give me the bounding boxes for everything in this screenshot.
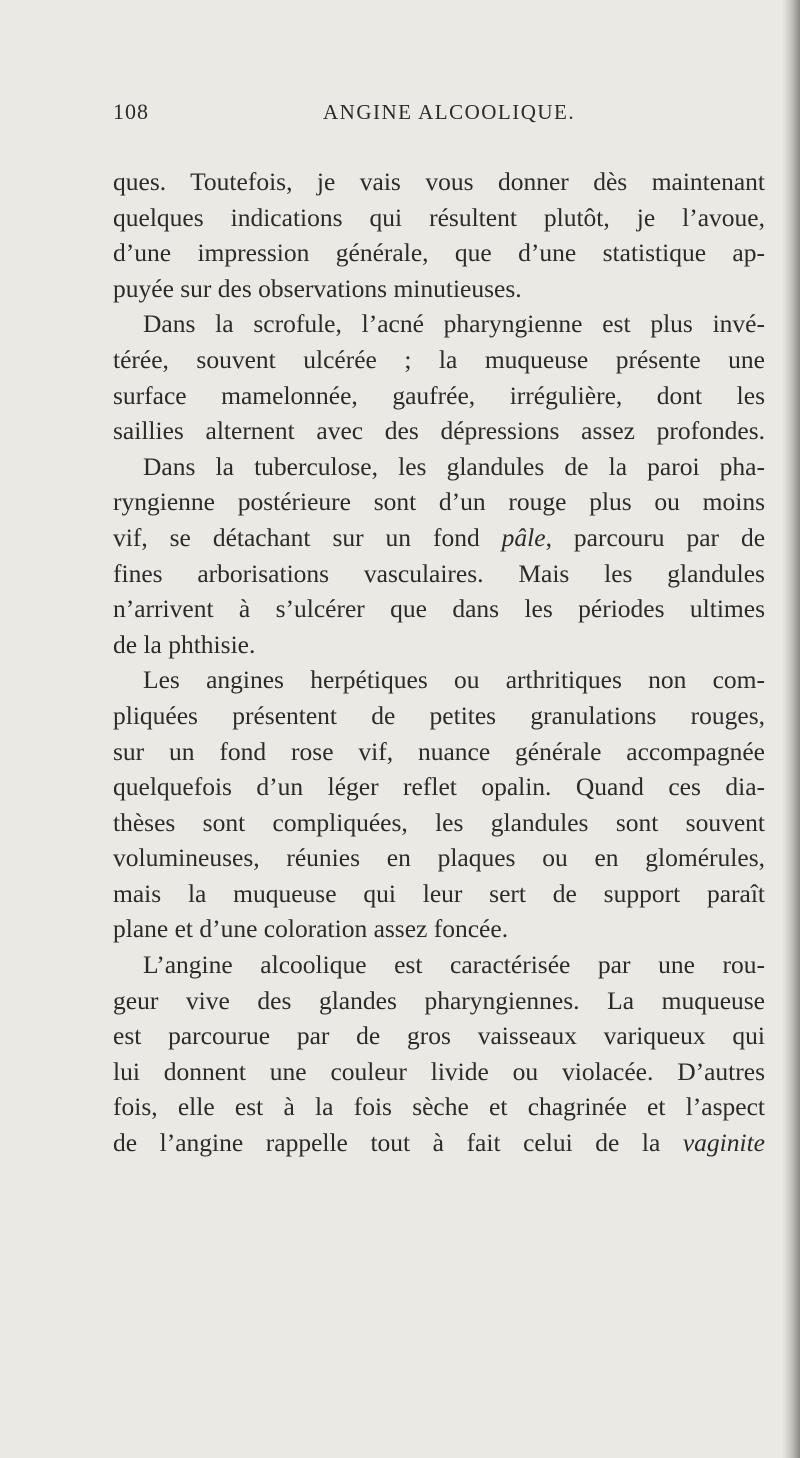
page-header [113,92,763,132]
text-fragment: de l’angine rappelle tout à fait celui de la [113,1128,683,1158]
italic-word-pale: pâle [501,522,546,552]
text-line: plane et d’une coloration assez foncée. [113,914,509,944]
text-line: fois, elle est à la fois sèche et chagrinée et l’aspect [113,1092,765,1122]
running-title: ANGINE ALCOOLIQUE. [323,100,576,124]
text-line: L’angine alcoolique est caractérisée par une rou- [143,950,765,980]
text-line: saillies alternent avec des dépressions assez profondes. [113,416,765,446]
text-line: volumineuses, réunies en plaques ou en glomérules, [113,843,765,873]
text-line: d’une impression générale, que d’une statistique ap- [113,238,765,268]
text-line: quelquefois d’un léger reflet opalin. Quand ces dia- [113,772,765,802]
text-line: mais la muqueuse qui leur sert de support paraît [113,878,765,908]
text-line: geur vive des glandes pharyngiennes. La muqueuse [113,985,765,1015]
text-line: Dans la scrofule, l’acné pharyngienne est plus invé- [143,309,765,339]
text-line: surface mamelonnée, gaufrée, irrégulière, dont les [113,380,765,410]
text-line: ryngienne postérieure sont d’un rouge plus ou moins [113,487,765,517]
text-line: térée, souvent ulcérée ; la muqueuse présente une [113,344,765,374]
page-edge-shadow [782,0,800,1458]
text-line: thèses sont compliquées, les glandules sont souvent [113,807,765,837]
text-line: n’arrivent à s’ulcérer que dans les périodes ultimes [113,594,765,624]
text-fragment: , parcouru par de [545,522,766,552]
text-line: pliquées présentent de petites granulations rouges, [113,700,765,730]
text-line: ques. Toutefois, je vais vous donner dès maintenant [113,167,765,196]
page-number: 108 [113,99,149,124]
text-line: de la phthisie. [113,629,256,659]
text-line: quelques indications qui résultent plutôt, je l’avoue, [113,202,765,232]
text-line: Les angines herpétiques ou arthritiques non com- [143,665,765,695]
text-line: fines arborisations vasculaires. Mais les glandules [113,558,765,588]
body-text [113,164,765,1161]
text-line: est parcourue par de gros vaisseaux variqueux qui [113,1021,765,1051]
text-line: puyée sur des observations minutieuses. [113,273,522,303]
italic-word-vaginite: vaginite [682,1128,765,1158]
text-line: sur un fond rose vif, nuance générale accompagnée [113,736,765,766]
text-fragment: vif, se détachant sur un fond [113,522,502,552]
text-line: lui donnent une couleur livide ou violacée. D’autres [113,1056,765,1086]
text-line [113,520,765,556]
text-line [113,1125,765,1161]
text-line: Dans la tuberculose, les glandules de la paroi pha- [143,451,765,481]
